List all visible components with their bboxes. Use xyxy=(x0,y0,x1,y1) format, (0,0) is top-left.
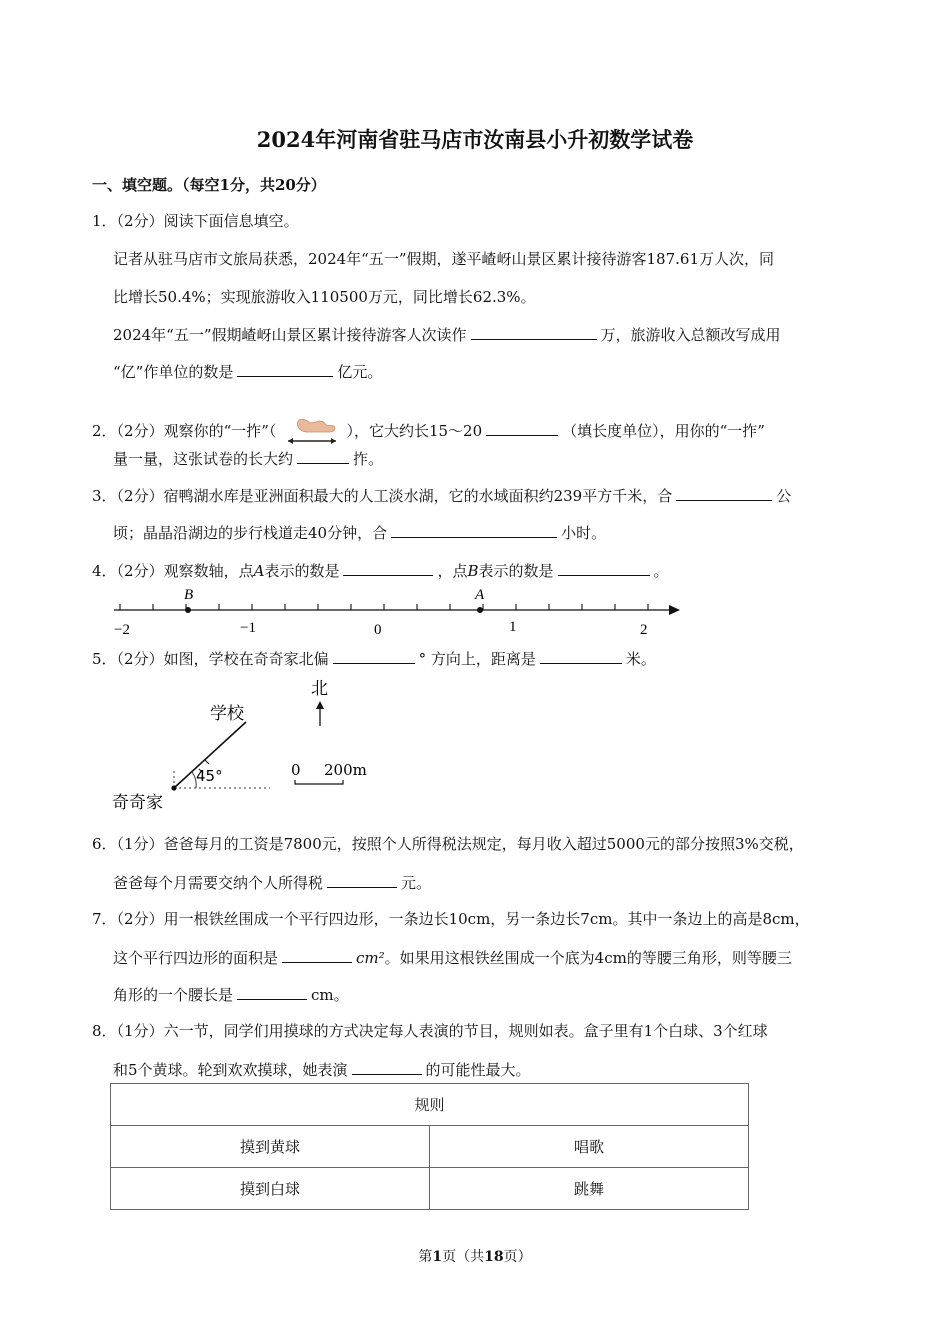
answer-blank[interactable] xyxy=(676,484,772,501)
answer-blank[interactable] xyxy=(237,983,307,1000)
footer-mid: 页（共 xyxy=(442,1249,485,1265)
q3-prompt2-tail: 小时。 xyxy=(561,524,607,542)
scale-zero: 0 xyxy=(291,761,301,779)
question-8-line2 xyxy=(113,1058,531,1080)
footer-post: 页） xyxy=(503,1249,532,1265)
question-6-line2 xyxy=(113,871,431,893)
table-cell: 跳舞 xyxy=(430,1168,749,1210)
question-3-line2 xyxy=(113,521,606,543)
q4-prompt-mid2: ，点 xyxy=(437,562,468,580)
answer-blank[interactable] xyxy=(297,447,349,464)
table-header: 规则 xyxy=(111,1084,749,1126)
answer-blank[interactable] xyxy=(343,559,433,576)
q3-prompt2: 顷；晶晶沿湖边的步行栈道走40分钟，合 xyxy=(113,524,388,542)
axis-label-1: 1 xyxy=(509,619,517,635)
answer-blank[interactable] xyxy=(558,559,650,576)
q1-prompt2: “亿”作单位的数是 xyxy=(113,363,234,381)
q7-prompt-tail: 。如果用这根铁丝围成一个底为4cm的等腰三角形，则等腰三 xyxy=(384,949,792,967)
q8-prompt: 和5个黄球。轮到欢欢摸球，她表演 xyxy=(113,1061,348,1079)
point-a-label: A xyxy=(475,587,485,603)
question-6-line1: 6．（1分）爸爸每月的工资是7800元，按照个人所得税法规定，每月收入超过5000元的部分按照3%交税， xyxy=(92,835,804,853)
table-header-row xyxy=(111,1084,749,1126)
q4-prompt-mid3: 表示的数是 xyxy=(478,562,554,580)
point-b-label: B xyxy=(184,587,194,603)
answer-blank[interactable] xyxy=(333,647,415,664)
point-a xyxy=(477,607,483,613)
table-cell: 摸到白球 xyxy=(111,1168,430,1210)
axis-label-2: 2 xyxy=(640,622,648,638)
answer-blank[interactable] xyxy=(352,1058,422,1075)
question-1-text-line1: 记者从驻马店市文旅局获悉，2024年“五一”假期，遂平嵖岈山景区累计接待游客187.61万人次，同 xyxy=(113,250,775,268)
q4-var-a: A xyxy=(253,562,265,580)
q2-prompt: 2．（2分）观察你的“一拃”（ xyxy=(92,422,277,440)
question-7-line2 xyxy=(113,946,792,968)
q5-prompt: 5．（2分）如图，学校在奇奇家北偏 xyxy=(92,650,329,668)
q6-prompt-tail: 元。 xyxy=(401,874,432,892)
q3-prompt: 3．（2分）宿鸭湖水库是亚洲面积最大的人工淡水湖，它的水域面积约239平方千米，合 xyxy=(92,487,673,505)
q4-var-b: B xyxy=(467,562,479,580)
q2-prompt-tail: （填长度单位），用你的“一拃” xyxy=(562,422,765,440)
scale-length: 200m xyxy=(324,761,367,779)
question-2-line2 xyxy=(113,447,383,469)
point-b xyxy=(185,607,191,613)
hand-span-icon xyxy=(276,417,346,447)
axis-label-0: 0 xyxy=(374,622,382,638)
q2-prompt2: 量一量，这张试卷的长大约 xyxy=(113,450,294,468)
table-cell: 唱歌 xyxy=(430,1126,749,1168)
home-label: 奇奇家 xyxy=(112,793,163,813)
footer-pre: 第 xyxy=(418,1249,433,1265)
q7-prompt: 这个平行四边形的面积是 xyxy=(113,949,279,967)
q4-prompt: 4．（2分）观察数轴，点 xyxy=(92,562,254,580)
section-heading: 一、填空题。（每空1分，共20分） xyxy=(92,176,326,194)
north-label: 北 xyxy=(311,679,328,699)
q7-unit: cm² xyxy=(356,949,385,967)
answer-blank[interactable] xyxy=(486,419,558,436)
answer-blank[interactable] xyxy=(327,871,397,888)
q3-prompt-tail: 公 xyxy=(776,487,792,505)
direction-diagram xyxy=(110,676,380,816)
q5-prompt-mid: ° 方向上，距离是 xyxy=(418,650,536,668)
answer-blank[interactable] xyxy=(282,946,352,963)
q2-prompt2-tail: 拃。 xyxy=(353,450,384,468)
scale-bar xyxy=(295,780,343,784)
q2-prompt-mid: ），它大约长15～20 xyxy=(346,422,483,440)
axis-label-neg1: −1 xyxy=(240,620,256,636)
q1-prompt-tail: 万，旅游收入总额改写成用 xyxy=(600,326,781,344)
question-7-line1: 7．（2分）用一根铁丝围成一个平行四边形，一条边长10cm，另一条边长7cm。其中一条边上的高是8cm， xyxy=(92,910,810,928)
school-label: 学校 xyxy=(210,704,244,724)
page-title: 2024年河南省驻马店市汝南县小升初数学试卷 xyxy=(256,127,694,152)
table-cell: 摸到黄球 xyxy=(111,1126,430,1168)
q6-prompt: 爸爸每个月需要交纳个人所得税 xyxy=(113,874,324,892)
angle-label: 45° xyxy=(196,767,223,785)
number-line xyxy=(110,584,690,640)
question-1-text-line2: 比增长50.4%；实现旅游收入110500万元，同比增长62.3%。 xyxy=(113,288,536,306)
q7-prompt2-tail: cm。 xyxy=(311,986,349,1004)
question-3-line1 xyxy=(92,484,791,506)
question-2-line1 xyxy=(92,417,765,447)
q1-prompt: 2024年“五一”假期嵖岈山景区累计接待游客人次读作 xyxy=(113,326,467,344)
table-row xyxy=(111,1126,749,1168)
question-8-line1: 8．（1分）六一节，同学们用摸球的方式决定每人表演的节目，规则如表。盒子里有1个白球、3个红球 xyxy=(92,1022,768,1040)
question-1-blank-line1 xyxy=(113,323,781,345)
answer-blank[interactable] xyxy=(471,323,597,340)
answer-blank[interactable] xyxy=(391,521,557,538)
answer-blank[interactable] xyxy=(540,647,622,664)
q7-prompt2: 角形的一个腰长是 xyxy=(113,986,234,1004)
question-7-line3 xyxy=(113,983,349,1005)
q1-prompt2-tail: 亿元。 xyxy=(337,363,383,381)
question-1-head: 1．（2分）阅读下面信息填空。 xyxy=(92,212,299,230)
q4-prompt-mid1: 表示的数是 xyxy=(264,562,340,580)
q4-prompt-tail: 。 xyxy=(653,562,669,580)
q8-prompt-tail: 的可能性最大。 xyxy=(425,1061,531,1079)
page-footer xyxy=(0,1246,950,1266)
rules-table xyxy=(110,1083,749,1210)
table-row xyxy=(111,1168,749,1210)
footer-total-pages: 18 xyxy=(484,1249,504,1265)
question-1-blank-line2 xyxy=(113,360,382,382)
question-4-line1 xyxy=(92,559,669,581)
axis-label-neg2: −2 xyxy=(114,622,130,638)
answer-blank[interactable] xyxy=(237,360,333,377)
question-5-line1 xyxy=(92,647,656,669)
q5-prompt-tail: 米。 xyxy=(625,650,656,668)
footer-page-number: 1 xyxy=(432,1249,443,1265)
